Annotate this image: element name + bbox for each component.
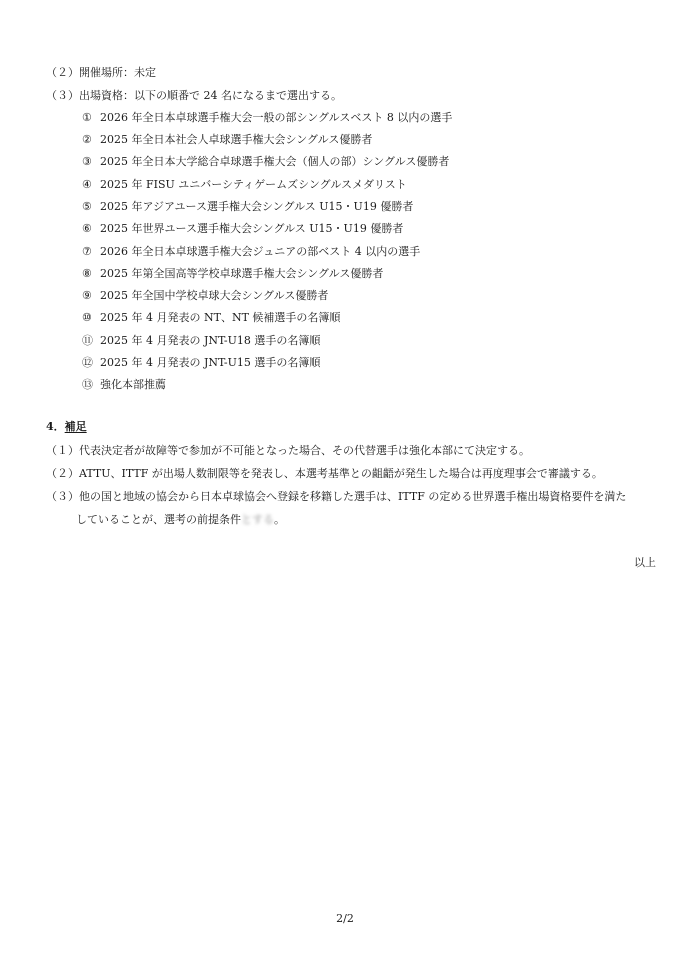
note-continuation-visible: していることが、選考の前提条件 <box>76 513 241 526</box>
criteria-text: 2026 年全日本卓球選手権大会一般の部シングルスベスト 8 以内の選手 <box>100 111 453 124</box>
criteria-text: 2025 年第全国高等学校卓球選手権大会シングルス優勝者 <box>100 267 384 280</box>
criteria-marker: ⑥ <box>82 222 92 235</box>
note-item: （１）代表決定者が故障等で参加が不可能となった場合、その代替選手は強化本部にて決定する。 <box>46 444 530 457</box>
criteria-text: 2025 年 4 月発表の JNT-U15 選手の名簿順 <box>100 356 321 369</box>
criteria-marker: ① <box>82 111 92 124</box>
note-continuation <box>76 513 285 527</box>
criteria-item <box>82 334 320 348</box>
criteria-item <box>82 155 449 169</box>
criteria-marker: ② <box>82 133 92 146</box>
page-number: 2/2 <box>336 912 354 925</box>
obscured-text: とする <box>241 513 274 526</box>
criteria-text: 2026 年全日本卓球選手権大会ジュニアの部ベスト 4 以内の選手 <box>100 245 421 258</box>
criteria-marker: ⑧ <box>82 267 92 280</box>
criteria-marker: ⑪ <box>82 334 93 347</box>
criteria-text: 2025 年 FISU ユニバーシティゲームズシングルスメダリスト <box>100 178 407 191</box>
notes-heading <box>46 420 87 434</box>
note-item: （３）他の国と地域の協会から日本卓球協会へ登録を移籍した選手は、ITTF の定める世界選手権出場資格要件を満た <box>46 490 627 503</box>
criteria-marker: ⑬ <box>82 378 93 391</box>
criteria-marker: ⑤ <box>82 200 92 213</box>
criteria-item <box>82 222 403 236</box>
criteria-item <box>82 178 407 192</box>
note-continuation-end: 。 <box>274 513 285 526</box>
criteria-item <box>82 311 340 325</box>
criteria-item <box>82 356 320 370</box>
criteria-text: 2025 年 4 月発表の JNT-U18 選手の名簿順 <box>100 334 321 347</box>
criteria-marker: ③ <box>82 155 92 168</box>
closing-remark: 以上 <box>634 556 656 569</box>
eligibility-line: （３）出場資格：以下の順番で 24 名になるまで選出する。 <box>46 89 342 102</box>
criteria-text: 2025 年 4 月発表の NT、NT 候補選手の名簿順 <box>100 311 341 324</box>
criteria-item <box>82 245 420 259</box>
notes-heading-text: 補足 <box>64 420 87 433</box>
note-item: （２）ATTU、ITTF が出場人数制限等を発表し、本選考基準との齟齬が発生した場合は再度理事会で審議する。 <box>46 467 603 480</box>
criteria-text: 2025 年全日本社会人卓球選手権大会シングルス優勝者 <box>100 133 373 146</box>
criteria-text: 2025 年世界ユース選手権大会シングルス U15・U19 優勝者 <box>100 222 404 235</box>
notes-heading-number: 4． <box>46 420 65 433</box>
criteria-text: 2025 年全日本大学総合卓球選手権大会（個人の部）シングルス優勝者 <box>100 155 450 168</box>
criteria-marker: ⑨ <box>82 289 92 302</box>
criteria-item <box>82 378 166 392</box>
criteria-item <box>82 200 413 214</box>
criteria-marker: ⑩ <box>82 311 92 324</box>
venue-line: （２）開催場所：未定 <box>46 66 156 79</box>
criteria-item <box>82 267 383 281</box>
criteria-item <box>82 133 372 147</box>
criteria-item <box>82 111 452 125</box>
criteria-marker: ④ <box>82 178 92 191</box>
criteria-marker: ⑫ <box>82 356 93 369</box>
criteria-text: 2025 年全国中学校卓球大会シングルス優勝者 <box>100 289 329 302</box>
criteria-marker: ⑦ <box>82 245 92 258</box>
criteria-text: 強化本部推薦 <box>100 378 166 391</box>
criteria-item <box>82 289 328 303</box>
criteria-text: 2025 年アジアユース選手権大会シングルス U15・U19 優勝者 <box>100 200 414 213</box>
